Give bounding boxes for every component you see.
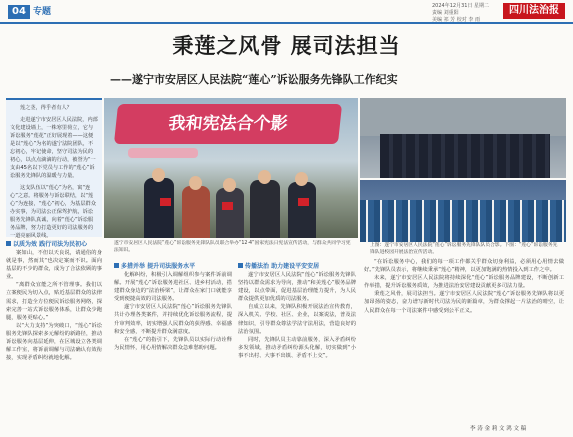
article-paragraph: 案如山，不但以天良说，请通俗的身就是事，然而其“也决定案而不识。面向基层的不少的群众，成为了合法依顾的事业。 [6,250,102,281]
person-head [189,176,202,190]
photo-caption: 上图：遂宁市安居区人民法院“莲心”诉讼服务先锋队队员合影。下图：“莲心”诉讼服务先锋队进校园开展法治宣传活动。 [370,243,558,255]
person-figure [182,186,210,238]
team-group-photo [360,98,566,178]
student-crowd [360,200,566,242]
person-figure [216,188,244,238]
article-column [6,240,102,362]
person-figure [250,180,280,238]
main-photo [104,98,358,238]
constitution-banner: 我和宪法合个影 [114,104,342,144]
article-paragraph: 秉莲之风骨，展司法担当。遂宁市安居区人民法院“莲心”诉讼服务先锋队将以更加昂扬的姿态，奋力谱写新时代司法为民的新篇章，为群众撑起一片法治的晴空，让人民群众在每一个司法案件中感受到公平正义。 [364,291,564,314]
person-figure [288,182,316,238]
designer-line: 美编 祁 芳 校对 李 雨 [432,17,480,23]
newspaper-logo: 四川法治报 [503,3,565,19]
red-flag [298,198,309,206]
banner-decoration [128,148,198,158]
date-info [432,3,500,24]
person-head [258,170,271,184]
intro-paragraph: 这支队伍以“莲心”为名，寓“连心”之意。将服务与诉讼联结，以“莲心”为连接，“莲心”初心，为基层群众办实事，为司法公正保驾护航，诉讼服务先锋队真诚，向着“莲心”诉讼服务品牌，努力打造更好的司法服务的一道亮丽风景线。 [10,185,96,239]
team-members [380,134,550,178]
article-paragraph: 遂宁市安居区人民法院“莲心”诉讼服务先锋队共计办理各类案件，并持续优化诉讼服务流程，提升审判效率，切实增强人民群众的获得感、幸福感和安全感，不断提升群众满意度。 [114,304,232,335]
article-paragraph: 自成立以来，先锋队积极开展法治宣传教育，深入机关、学校、社区、企业，以案说法，普及法律知识，引导群众尊法学法守法用法，营造良好的法治氛围。 [238,304,356,335]
page-number: 04 [8,5,30,19]
article-paragraph: “在诉讼服务中心，我们的每一项工作都关乎群众切身利益，必须用心用情去做好。”先锋队员表示，将继续秉承“莲心”精神，以更加饱满的热情投入到工作之中。 [364,259,564,274]
section-heading: 以质为效 践行司法为民初心 [6,240,102,249]
section-heading: 多措并举 提升司法服务水平 [114,262,232,271]
editor-line: 责编 刘重阳 [432,10,459,16]
building-wall [360,98,566,136]
intro-box [6,98,102,237]
article-column [114,262,232,352]
page-header [0,0,573,24]
intro-paragraph: 莲之茎，得乎者有人？ [20,105,72,111]
school-event-photo [360,180,566,242]
person-head [223,178,236,192]
article-subtitle: ——遂宁市安居区人民法院“莲心”诉讼服务先锋队工作纪实 [110,73,398,86]
article-paragraph: 化解纠纷，积极引入调解组织参与案件诉前调解。开展“莲心”诉讼服务进社区、进乡村活动，搭建群众身边的“法治桥梁”，让群众在家门口就能享受到便捷高效的司法服务。 [114,272,232,303]
article-paragraph: 在“莲心”的指引下，先锋队员以实际行动诠释为民情怀，用心用情解决群众急难愁盼问题。 [114,336,232,351]
section-label: 专题 [33,7,52,17]
article-title: 秉莲之风骨 展司法担当 [172,33,401,58]
person-head [152,168,165,182]
photo-caption: 遂宁市安居区人民法院“莲心”诉讼服务先锋队队员联合举办“12·4”国家宪法日宪法宣传活动，与群众共同学习宪法知识。 [114,241,351,253]
red-flag [160,198,171,206]
article-paragraph: 同时，先锋队员主动靠前服务，深入矛盾纠纷多发领域，推动矛盾纠纷源头化解，切实做到“小事不出村、大事不出镇、矛盾不上交”。 [238,336,356,359]
heading-marker-icon [114,263,119,268]
section-heading: 传播法治 助力建设平安安居 [238,262,356,271]
article-paragraph: 未来，遂宁市安居区人民法院将持续深化“莲心”诉讼服务品牌建设，不断创新工作举措，提升诉讼服务质效，为推进法治安居建设贡献更多司法力量。 [364,275,564,290]
person-figure [144,178,174,238]
article-paragraph: “离群众宜能之所不管理事。我们以立案便民为切入点，贴近基层群众的法律需求，打造全方位便民诉讼服务网络，探索完善一站式诉讼服务体系，让群众少跑腿，服务更贴心。” [6,282,102,321]
article-column [238,262,356,360]
heading-marker-icon [6,241,11,246]
date-line: 2024年12月31日 星期二 [432,3,490,9]
article-paragraph: 遂宁市安居区人民法院“莲心”诉讼服务先锋队坚持以群众需求为导向，推动“和美莲心”服务品牌建设，以点带面，促进基层治理能力提升，为人民群众提供更加优质的司法服务。 [238,272,356,303]
red-flag [222,202,233,210]
heading-marker-icon [238,263,243,268]
article-column [364,258,564,315]
intro-paragraph: 走进遂宁市安居区人民法院，内部文化建设墙上，一株寒里荷立，它与诉讼服务“莲花”正好展现着——这便是以“莲心”为名的遂宁法院团队，不忘初心，牢记使命，坚守司法为民的初心，以点点滴滴的行动，被誉为“一支由45名以下党员与工作的“莲心”诉讼服务先锋队的温暖与力量。 [10,117,98,179]
article-paragraph: 以“大力支持”为突破口，“莲心”诉讼服务先锋队探索多元解纷的新路径，推动诉讼服务向基层延伸，在区城设立各类调解工作室，将诉前调解与司法确认有效衔接，实现矛盾纠纷就地化解。 [6,322,102,362]
article-authors: 李 涛 金 莉 文 鸿 文 稿 [470,426,527,432]
person-head [295,172,308,186]
